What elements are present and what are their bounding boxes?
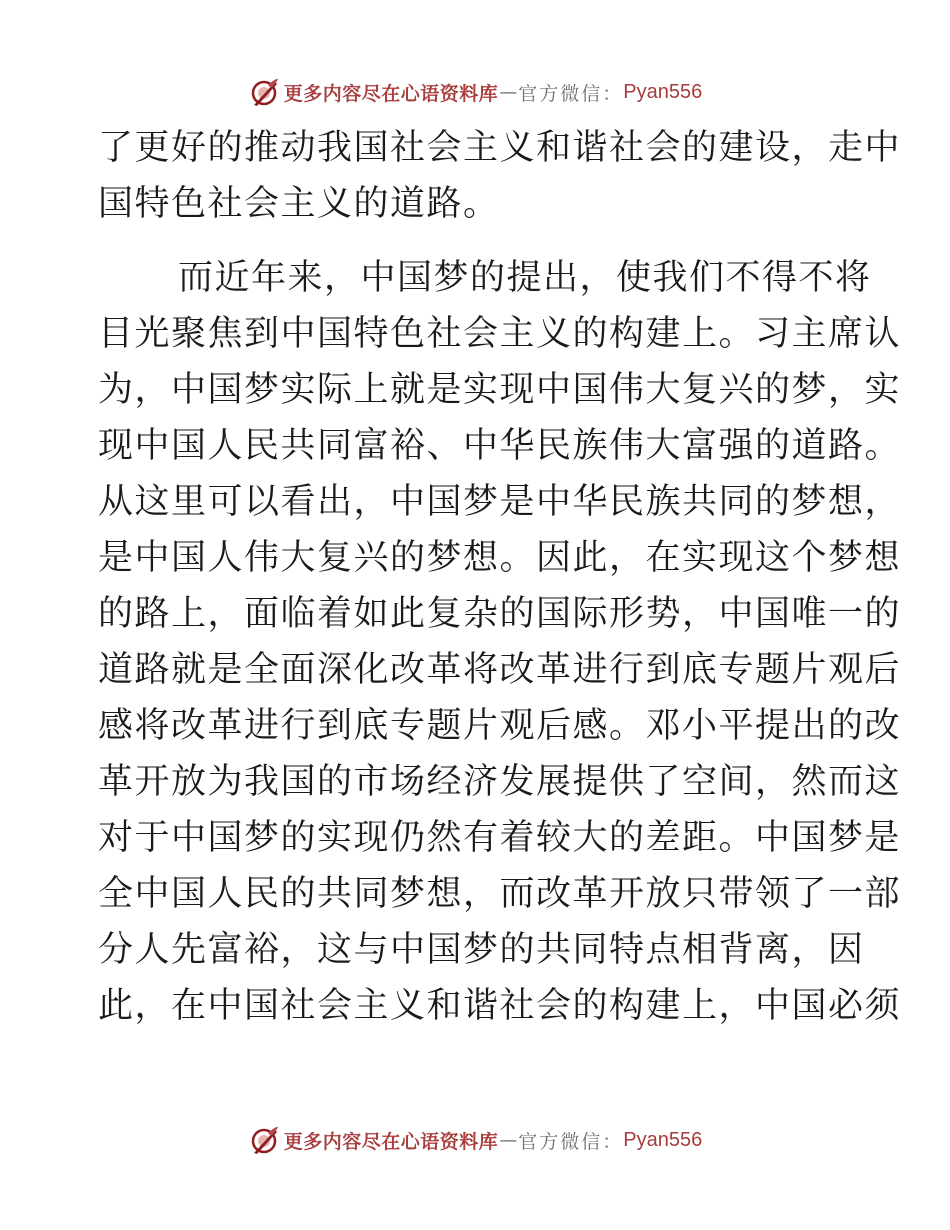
text-line: 此，在中国社会主义和谐社会的构建上，中国必须: [98, 986, 902, 1026]
header-wechat-id: Pyan556: [623, 80, 703, 103]
text-line: 感将改革进行到底专题片观后感。邓小平提出的改: [98, 706, 902, 746]
text-line: 全中国人民的共同梦想，而改革开放只带领了一部: [98, 874, 902, 914]
text-line: 国特色社会主义的道路。: [98, 184, 500, 224]
header-slogan: 更多内容尽在心语资料库: [283, 82, 499, 105]
quill-logo-icon: [248, 76, 280, 108]
text-line: 革开放为我国的市场经济发展提供了空间，然而这: [98, 762, 902, 802]
paragraph-2: [98, 250, 902, 1034]
document-body: [98, 120, 902, 1034]
footer-banner: [0, 1120, 950, 1160]
footer-wechat-id: Pyan556: [623, 1128, 703, 1151]
text-line: 了更好的推动我国社会主义和谐社会的建设，走中: [98, 128, 902, 168]
paragraph-gap: [98, 232, 848, 250]
text-line: 从这里可以看出，中国梦是中华民族共同的梦想，: [98, 482, 902, 522]
text-line: 是中国人伟大复兴的梦想。因此，在实现这个梦想: [98, 538, 902, 578]
header-dash: —: [499, 81, 518, 103]
text-line: 目光聚焦到中国特色社会主义的构建上。习主席认: [98, 314, 902, 354]
footer-dash: —: [499, 1129, 518, 1151]
paragraph-1: [98, 120, 902, 232]
text-line: 而近年来，中国梦的提出，使我们不得不将: [178, 258, 872, 298]
text-line: 道路就是全面深化改革将改革进行到底专题片观后: [98, 650, 902, 690]
text-line: 分人先富裕，这与中国梦的共同特点相背离，因: [98, 930, 865, 970]
footer-slogan: 更多内容尽在心语资料库: [283, 1130, 499, 1153]
header-banner: [0, 72, 950, 112]
text-line: 为，中国梦实际上就是实现中国伟大复兴的梦，实: [98, 370, 902, 410]
text-line: 的路上，面临着如此复杂的国际形势，中国唯一的: [98, 594, 902, 634]
header-wechat-label: 官方微信：: [518, 82, 624, 105]
footer-wechat-label: 官方微信：: [518, 1130, 624, 1153]
text-line: 现中国人民共同富裕、中华民族伟大富强的道路。: [98, 426, 902, 466]
quill-logo-icon: [248, 1124, 280, 1156]
text-line: 对于中国梦的实现仍然有着较大的差距。中国梦是: [98, 818, 902, 858]
